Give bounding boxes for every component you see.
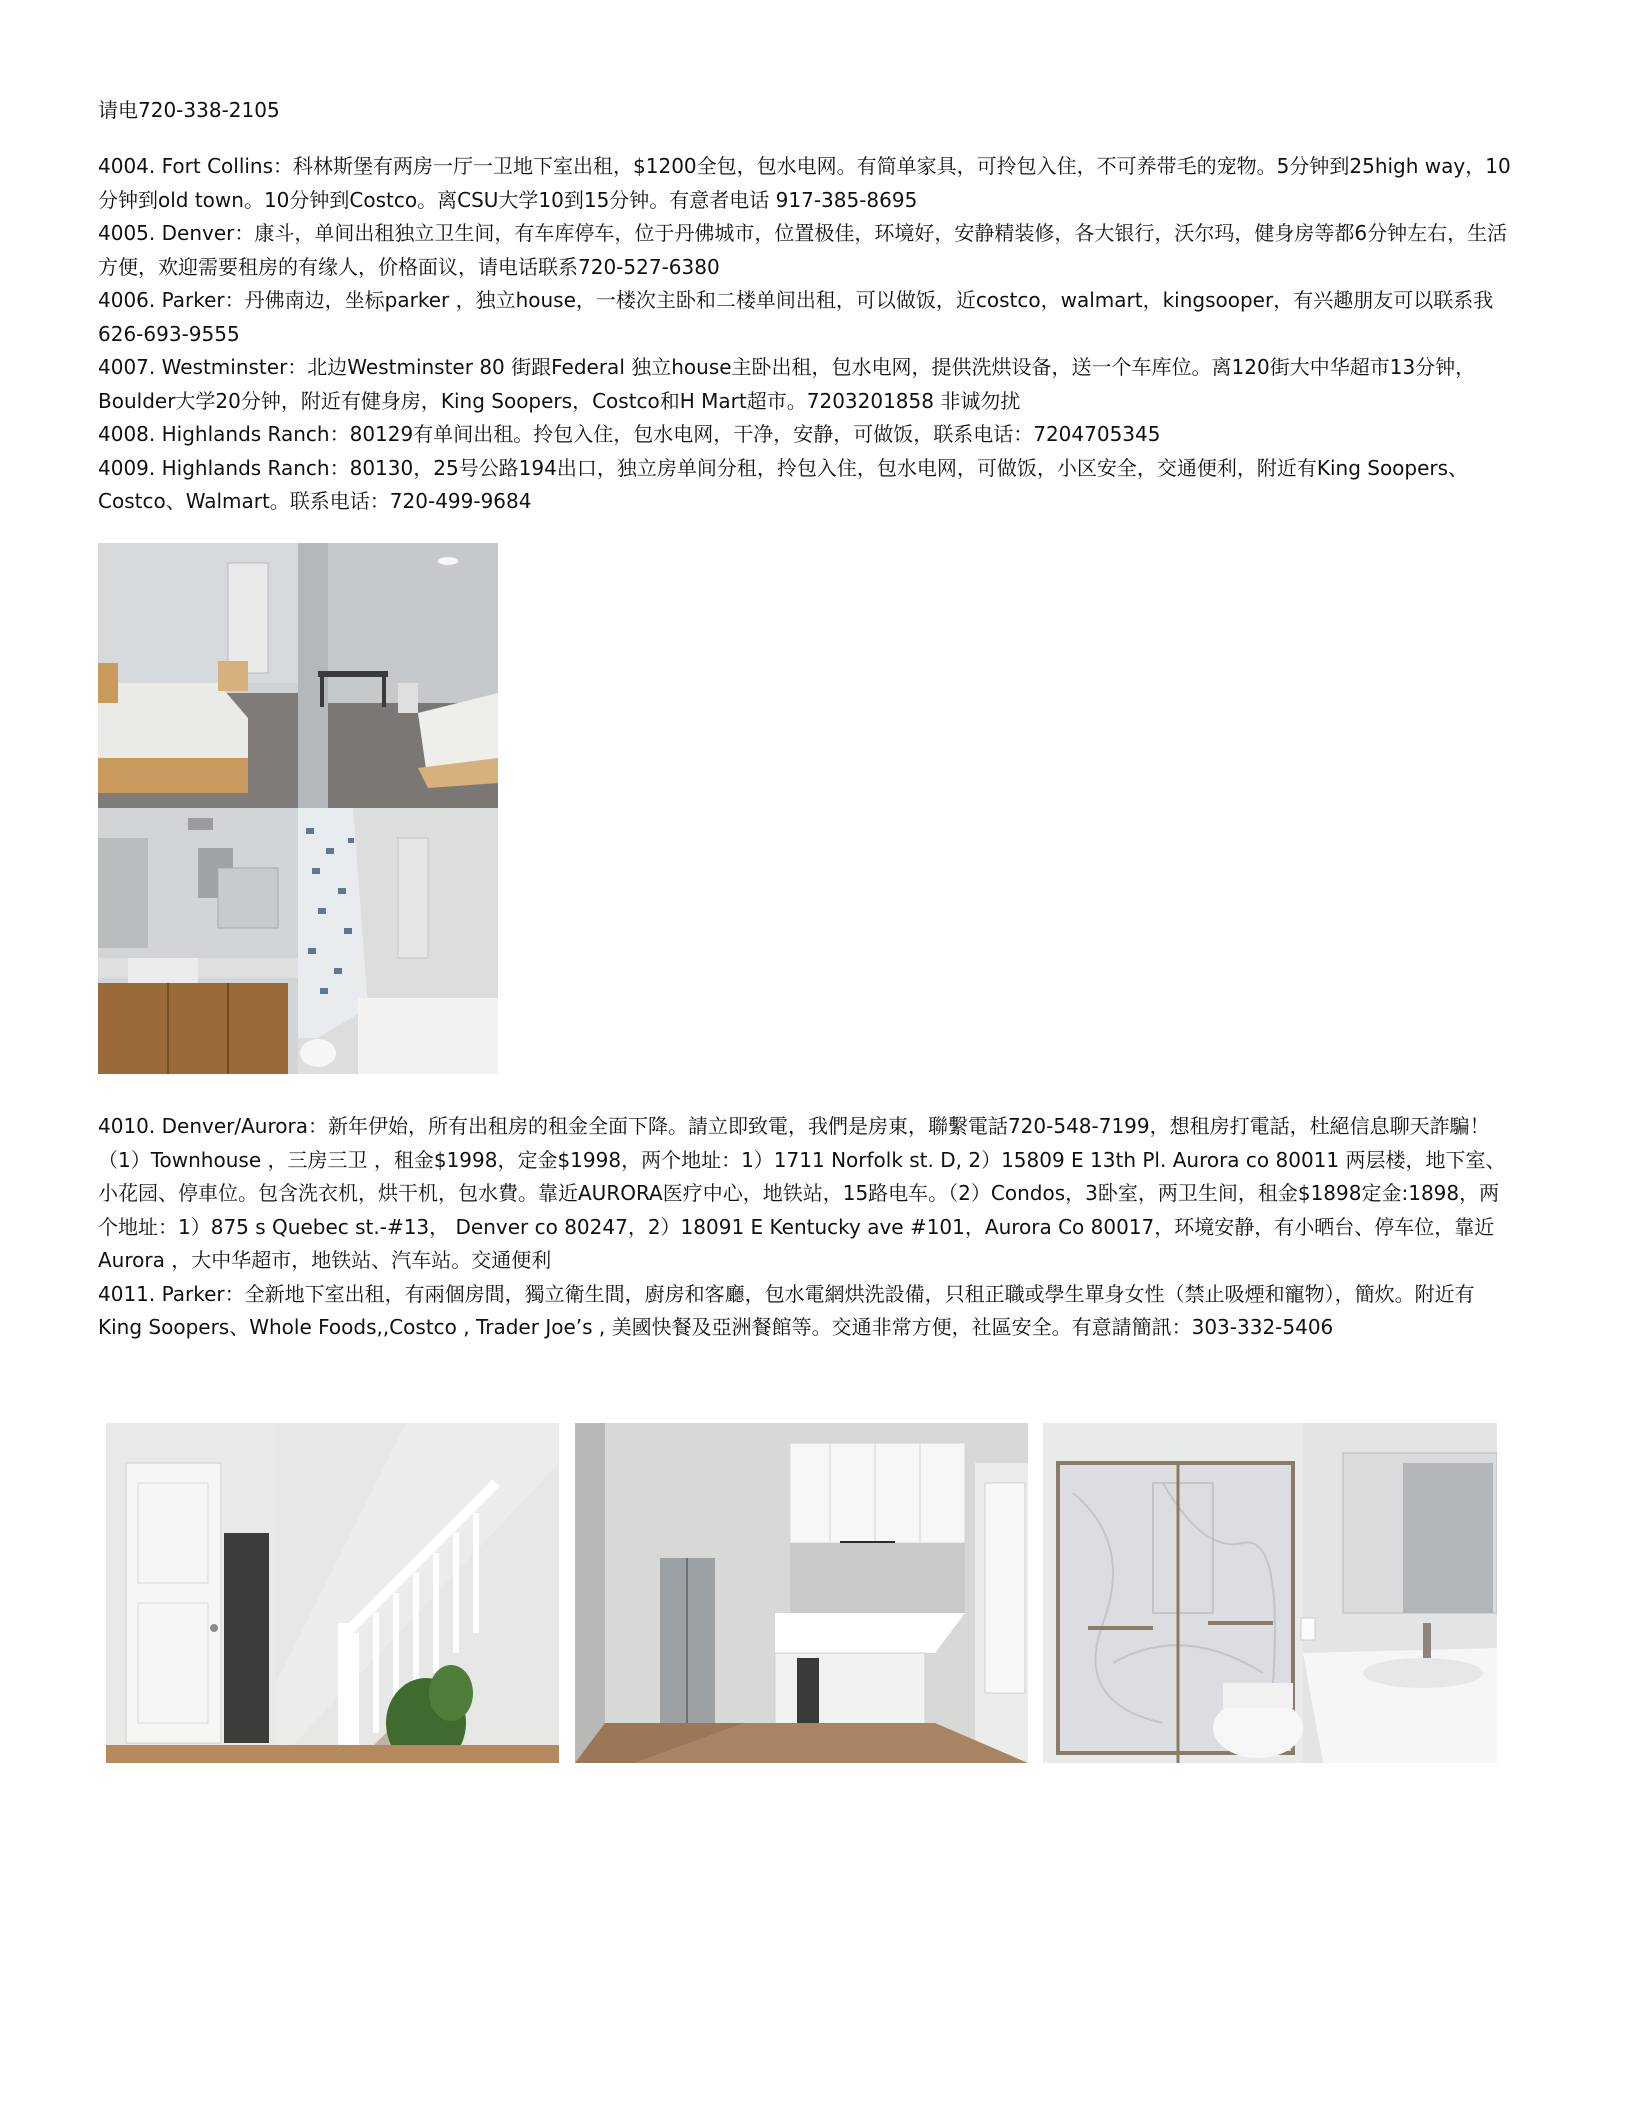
listing-4011: 4011. Parker：全新地下室出租，有兩個房間，獨立衛生間，廚房和客廳，包水電網烘洗設備，只租正職或學生單身女性（禁止吸煙和寵物），簡炊。附近有King Soopers、Whole Foods,,Costco , Trader Joe’s , 美國快餐及亞洲餐館等。交通非常方便，社區安全。有意請簡訊：303-332-5406 — [98, 1281, 1475, 1339]
bedroom-desk-photo — [298, 543, 498, 808]
listings-section-a — [98, 150, 1518, 519]
listing-photo-collage — [98, 543, 498, 1074]
listing-4006: 4006. Parker：丹佛南边，坐标parker ，独立house，一楼次主卧和二楼单间出租，可以做饭，近costco，walmart，kingsooper，有兴趣朋友可以联系我626-693-9555 — [98, 288, 1494, 346]
listings-section-b — [98, 1110, 1518, 1345]
shower-curtain-photo — [298, 808, 498, 1074]
listing-4004: 4004. Fort Collins：科林斯堡有两房一厅一卫地下室出租，$1200全包，包水电网。有简单家具，可拎包入住，不可养带毛的宠物。5分钟到25high way，10分钟到old town。10分钟到Costco。离CSU大学10到15分钟。有意者电话 917-385-8695 — [98, 154, 1511, 212]
listing-4008: 4008. Highlands Ranch：80129有单间出租。拎包入住，包水电网，干净，安静，可做饭，联系电话：7204705345 — [98, 422, 1161, 446]
kitchen-photo — [575, 1423, 1028, 1763]
listing-4005: 4005. Denver：康斗，单间出租独立卫生间，有车库停车，位于丹佛城市，位置极佳，环境好，安静精装修，各大银行，沃尔玛，健身房等都6分钟左右，生活方便，欢迎需要租房的有缘人，价格面议，请电话联系720-527-6380 — [98, 221, 1508, 279]
listing-4010: 4010. Denver/Aurora：新年伊始，所有出租房的租金全面下降。請立即致電，我們是房東，聯繫電話720-548-7199，想租房打電話，杜絕信息聊天詐騙！（1）Townhouse ，三房三卫 ，租金$1998，定金$1998，两个地址：1）1711 Norfolk st. D, 2）15809 E 13th Pl. Aurora co 80011 两层楼，地下室、小花园、停車位。包含洗衣机，烘干机，包水費。靠近AURORA医疗中心，地铁站，15路电车。（2）Condos，3卧室，两卫生间，租金$1898定金:1898，两个地址：1）875 s Quebec st.-#13， Denver co 80247，2）18091 E Kentucky ave #101，Aurora Co 80017，环境安静，有小晒台、停车位，靠近Aurora ，大中华超市，地铁站、汽车站。交通便利 — [98, 1114, 1506, 1272]
modern-bathroom-photo — [1043, 1423, 1497, 1763]
bedroom-photo — [98, 543, 298, 808]
contact-line — [98, 94, 1518, 128]
intro-text: 请电720-338-2105 — [98, 98, 280, 122]
staircase-hallway-photo — [106, 1423, 559, 1763]
bathroom-vanity-photo — [98, 808, 298, 1074]
listing-4009: 4009. Highlands Ranch：80130，25号公路194出口，独立房单间分租，拎包入住，包水电网，可做饭，小区安全，交通便利，附近有King Soopers、Costco、Walmart。联系电话：720-499-9684 — [98, 455, 1469, 513]
listing-4007: 4007. Westminster：北边Westminster 80 街跟Federal 独立house主卧出租，包水电网，提供洗烘设备，送一个车库位。离120街大中华超市13分钟，Boulder大学20分钟，附近有健身房，King Soopers，Costco和H Mart超市。7203201858 非诚勿扰 — [98, 355, 1476, 413]
